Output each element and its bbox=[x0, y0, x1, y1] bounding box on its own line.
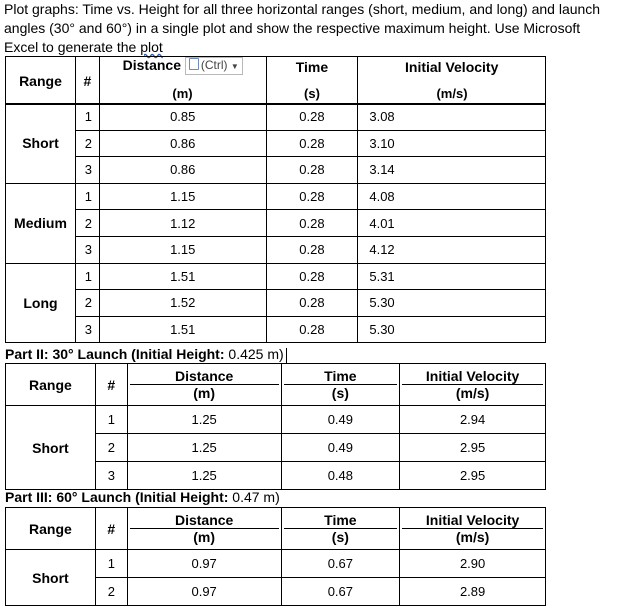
table-row bbox=[6, 316, 546, 343]
row-number: 3 bbox=[75, 157, 99, 184]
time-cell: 0.67 bbox=[281, 578, 400, 606]
part2-header-velocity bbox=[400, 364, 546, 406]
part3-height: 0.47 m) bbox=[232, 489, 280, 505]
velocity-cell: 2.90 bbox=[400, 550, 546, 578]
part3-header-distance bbox=[127, 508, 281, 550]
velocity-cell: 5.30 bbox=[358, 316, 546, 343]
velocity-cell: 3.10 bbox=[358, 130, 546, 157]
part3-header-time bbox=[281, 508, 400, 550]
part2-header-velocity-label: Initial Velocity bbox=[425, 368, 520, 384]
paste-options-label: (Ctrl) bbox=[200, 58, 228, 73]
part2-unit-velocity: (m/s) bbox=[402, 384, 543, 401]
table-row bbox=[6, 236, 546, 263]
paste-options-button[interactable] bbox=[185, 57, 243, 75]
header-distance-label: Distance bbox=[122, 57, 181, 73]
row-number: 1 bbox=[95, 550, 127, 578]
distance-cell: 0.86 bbox=[99, 157, 266, 184]
range-label: Medium bbox=[6, 183, 76, 263]
part2-heading-text: Part II: 30° Launch (Initial Height: bbox=[5, 346, 229, 362]
time-cell: 0.67 bbox=[281, 550, 400, 578]
part3-header-time-label: Time bbox=[324, 512, 357, 528]
time-cell: 0.28 bbox=[266, 210, 358, 237]
velocity-cell: 3.14 bbox=[358, 157, 546, 184]
part2-header-time bbox=[281, 364, 400, 406]
distance-cell: 1.51 bbox=[99, 263, 266, 290]
instructions-line-3 bbox=[4, 38, 623, 57]
distance-cell: 0.85 bbox=[99, 104, 266, 131]
velocity-cell: 5.30 bbox=[358, 290, 546, 317]
time-cell: 0.28 bbox=[266, 130, 358, 157]
table-row bbox=[6, 290, 546, 317]
distance-cell: 1.25 bbox=[127, 434, 281, 462]
time-cell: 0.28 bbox=[266, 290, 358, 317]
velocity-cell: 5.31 bbox=[358, 263, 546, 290]
distance-cell: 0.97 bbox=[127, 578, 281, 606]
row-number: 1 bbox=[75, 263, 99, 290]
table-row bbox=[6, 157, 546, 184]
part2-unit-distance: (m) bbox=[130, 384, 279, 401]
instructions-line-2: angles (30° and 60°) in a single plot and show the respective maximum height. Use Microsoft bbox=[4, 20, 581, 36]
row-number: 3 bbox=[75, 236, 99, 263]
unit-time: (s) bbox=[304, 86, 320, 101]
velocity-cell: 3.08 bbox=[358, 104, 546, 131]
range-table-body bbox=[5, 103, 546, 343]
part2-header-range: Range bbox=[6, 364, 96, 406]
time-cell: 0.49 bbox=[281, 434, 400, 462]
unit-velocity: (m/s) bbox=[436, 86, 468, 101]
distance-cell: 1.15 bbox=[99, 183, 266, 210]
part2-header-time-label: Time bbox=[324, 368, 357, 384]
table-row bbox=[6, 104, 546, 131]
row-number: 2 bbox=[75, 210, 99, 237]
distance-cell: 1.25 bbox=[127, 462, 281, 490]
time-cell: 0.28 bbox=[266, 104, 358, 131]
part3-header-distance-label: Distance bbox=[174, 512, 234, 528]
table-row bbox=[6, 130, 546, 157]
time-cell: 0.49 bbox=[281, 406, 400, 434]
velocity-cell: 4.08 bbox=[358, 183, 546, 210]
header-number: # bbox=[75, 57, 99, 105]
row-number: 1 bbox=[95, 406, 127, 434]
row-number: 1 bbox=[75, 104, 99, 131]
row-number: 1 bbox=[75, 183, 99, 210]
time-cell: 0.28 bbox=[266, 183, 358, 210]
clipboard-icon bbox=[189, 58, 199, 70]
instructions-line-3-text: Excel to generate the bbox=[4, 39, 141, 55]
part3-header-velocity-label: Initial Velocity bbox=[425, 512, 520, 528]
range-label: Short bbox=[6, 104, 76, 184]
header-velocity: Initial Velocity bbox=[358, 57, 546, 105]
part3-heading-text: Part III: 60° Launch (Initial Height: bbox=[5, 489, 233, 505]
distance-cell: 1.51 bbox=[99, 316, 266, 343]
table-row bbox=[6, 406, 546, 434]
range-label: Short bbox=[6, 406, 96, 490]
part3-header-range: Range bbox=[6, 508, 96, 550]
row-number: 2 bbox=[95, 578, 127, 606]
distance-cell: 0.97 bbox=[127, 550, 281, 578]
part2-height: 0.425 m) bbox=[228, 346, 284, 362]
part2-heading bbox=[5, 346, 287, 363]
time-cell: 0.28 bbox=[266, 236, 358, 263]
header-time: Time bbox=[266, 57, 358, 105]
velocity-cell: 2.95 bbox=[400, 462, 546, 490]
part3-unit-velocity: (m/s) bbox=[402, 528, 543, 545]
range-label: Long bbox=[6, 263, 76, 343]
row-number: 2 bbox=[95, 434, 127, 462]
velocity-cell: 4.12 bbox=[358, 236, 546, 263]
part2-unit-time: (s) bbox=[284, 384, 398, 401]
part3-heading bbox=[5, 489, 280, 505]
chevron-down-icon: ▼ bbox=[230, 62, 239, 72]
time-cell: 0.28 bbox=[266, 316, 358, 343]
unit-distance: (m) bbox=[172, 86, 193, 101]
velocity-cell: 2.94 bbox=[400, 406, 546, 434]
row-number: 3 bbox=[75, 316, 99, 343]
velocity-cell: 2.95 bbox=[400, 434, 546, 462]
distance-cell: 0.86 bbox=[99, 130, 266, 157]
text-cursor bbox=[286, 348, 287, 363]
distance-cell: 1.12 bbox=[99, 210, 266, 237]
part2-header-distance bbox=[127, 364, 281, 406]
instructions-line-1: Plot graphs: Time vs. Height for all three horizontal ranges (short, medium, and long) and launch bbox=[4, 1, 601, 17]
distance-cell: 1.25 bbox=[127, 406, 281, 434]
row-number: 2 bbox=[75, 290, 99, 317]
distance-cell: 1.15 bbox=[99, 236, 266, 263]
part2-header-number: # bbox=[95, 364, 127, 406]
part2-header-distance-label: Distance bbox=[174, 368, 234, 384]
table-row bbox=[6, 550, 546, 578]
spellcheck-word-plot[interactable]: plot bbox=[140, 39, 163, 55]
row-number: 3 bbox=[95, 462, 127, 490]
time-cell: 0.48 bbox=[281, 462, 400, 490]
range-label: Short bbox=[6, 550, 96, 606]
part3-header-number: # bbox=[95, 508, 127, 550]
time-cell: 0.28 bbox=[266, 157, 358, 184]
part3-unit-time: (s) bbox=[284, 528, 398, 545]
velocity-cell: 4.01 bbox=[358, 210, 546, 237]
instructions-paragraph bbox=[4, 0, 623, 57]
time-cell: 0.28 bbox=[266, 263, 358, 290]
header-range: Range bbox=[6, 57, 76, 105]
table-row bbox=[6, 210, 546, 237]
part2-table bbox=[5, 363, 546, 490]
table-row bbox=[6, 263, 546, 290]
part3-header-velocity bbox=[400, 508, 546, 550]
velocity-cell: 2.89 bbox=[400, 578, 546, 606]
part3-table bbox=[5, 507, 546, 606]
distance-cell: 1.52 bbox=[99, 290, 266, 317]
table-row bbox=[6, 183, 546, 210]
row-number: 2 bbox=[75, 130, 99, 157]
part3-unit-distance: (m) bbox=[130, 528, 279, 545]
